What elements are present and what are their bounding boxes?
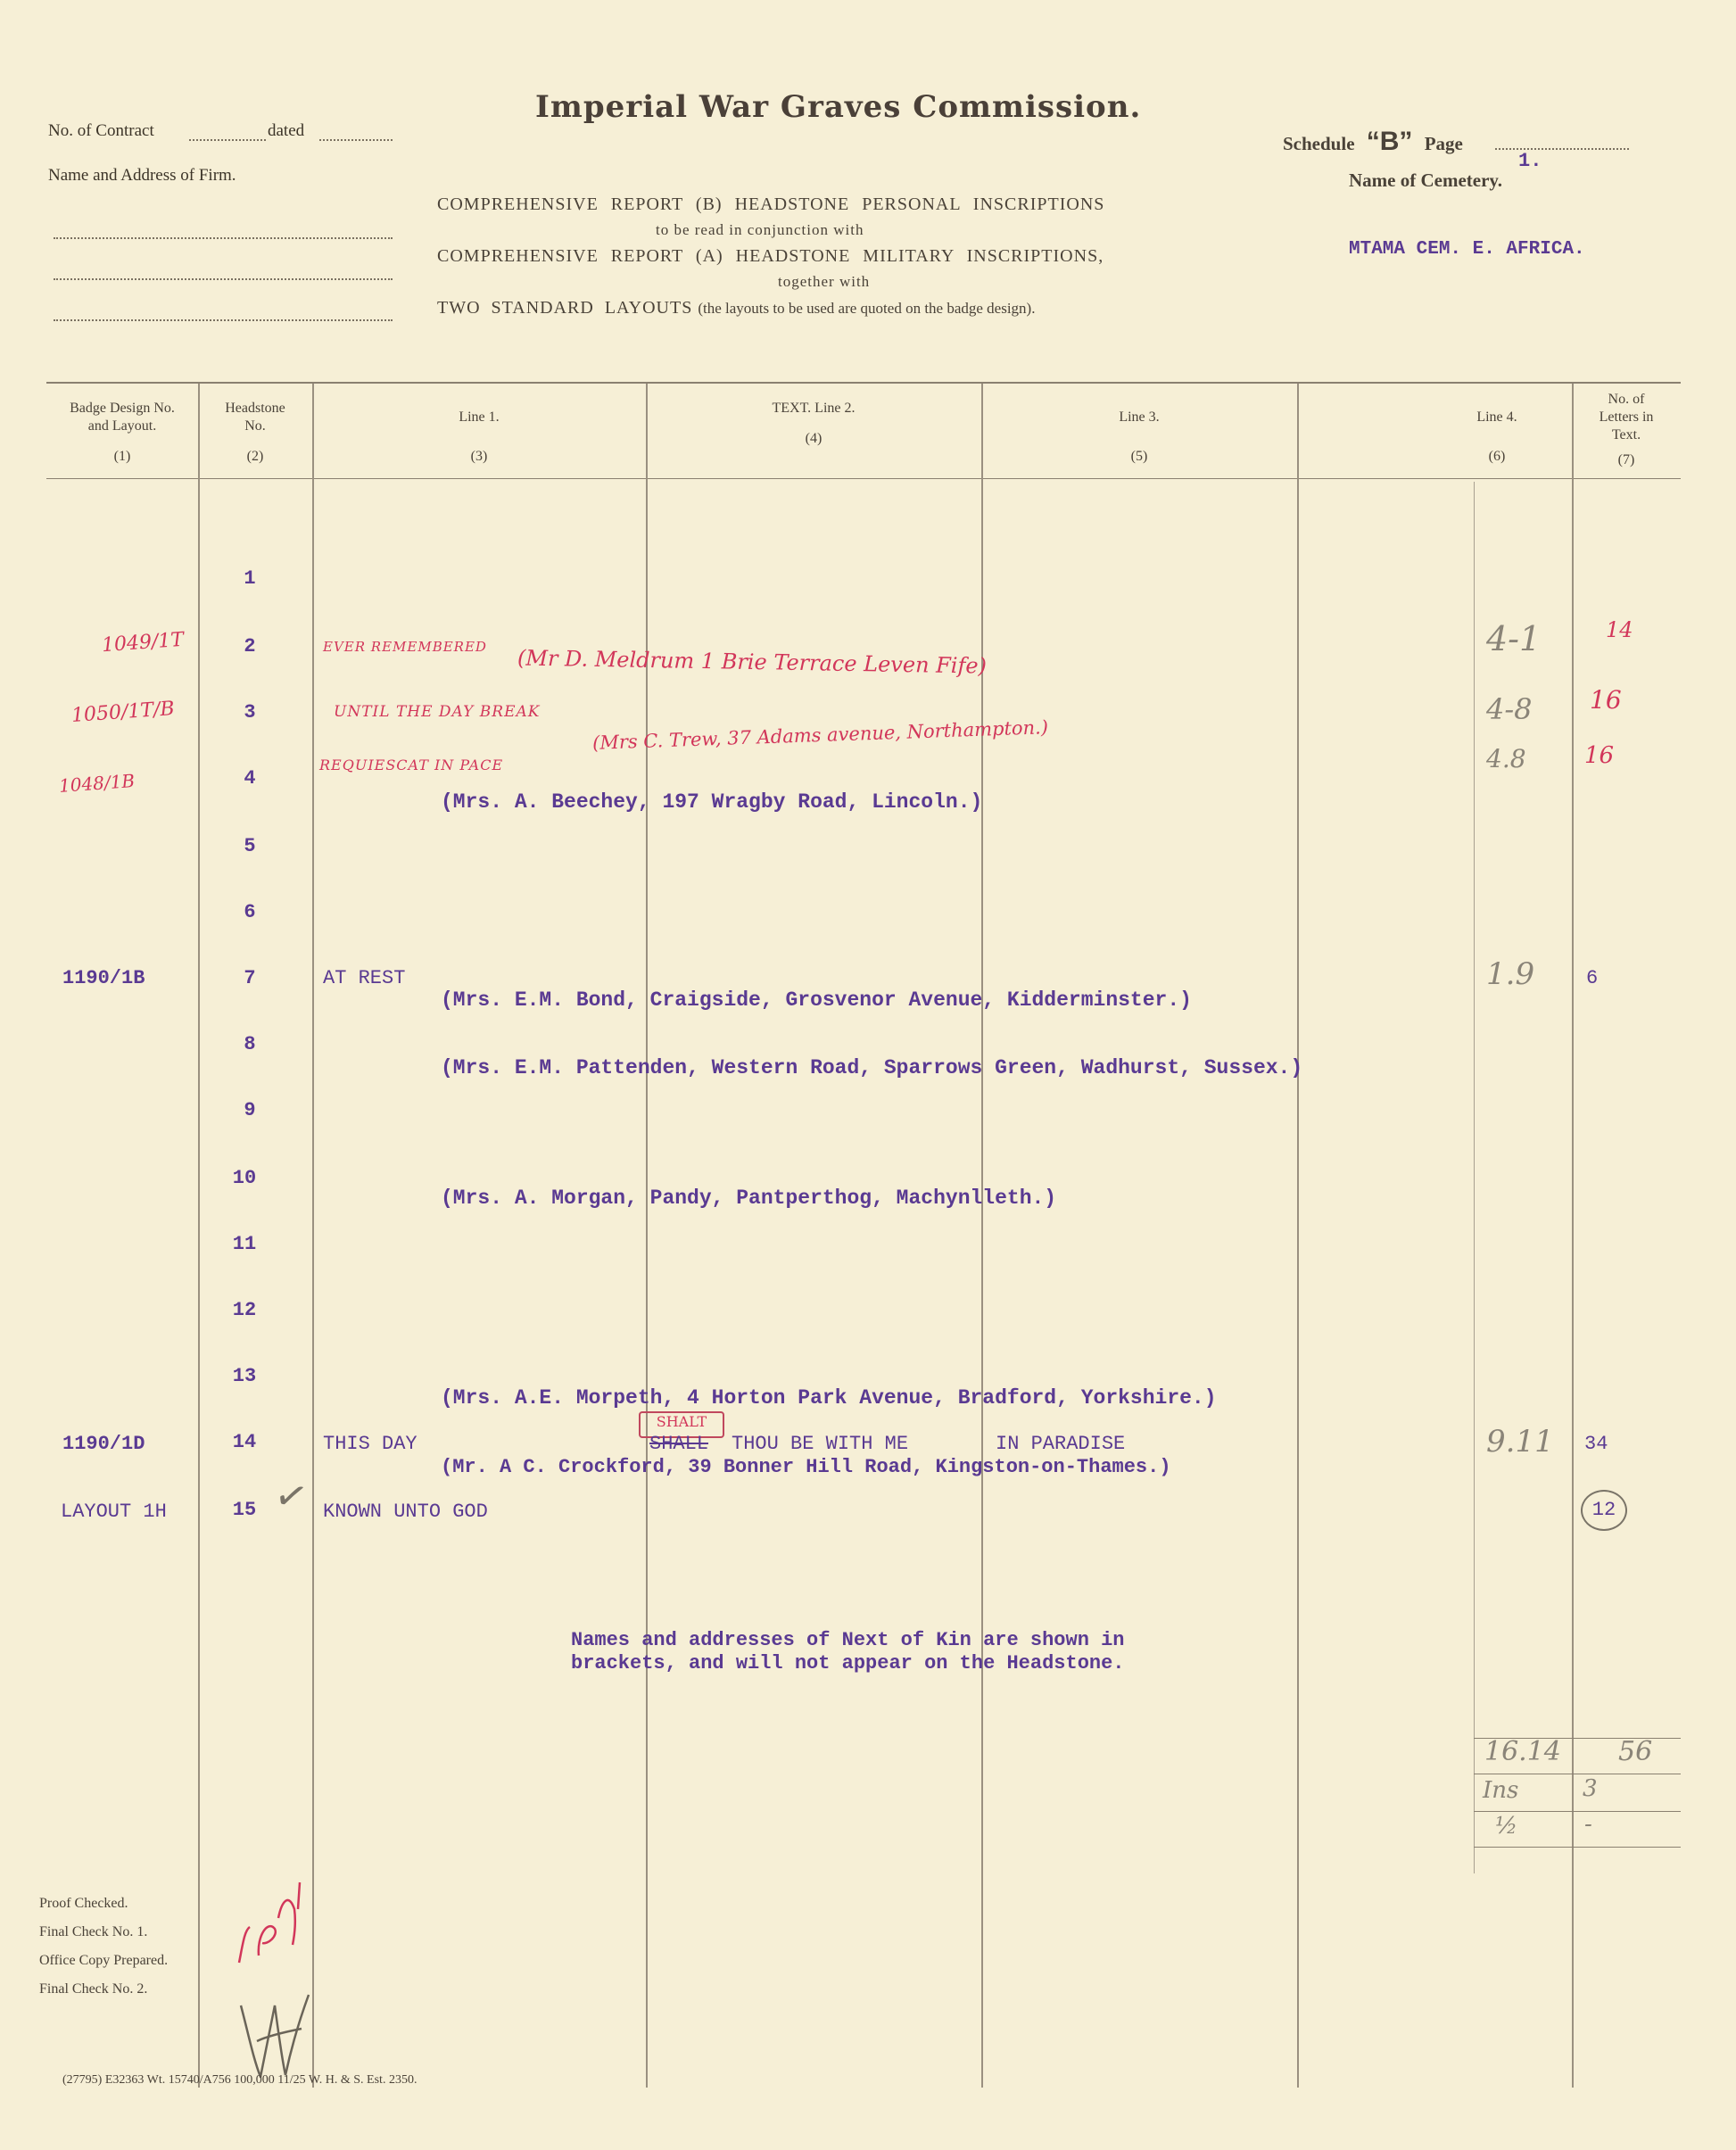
contract-dots bbox=[189, 139, 266, 141]
next-of-kin: (Mrs. E.M. Bond, Craigside, Grosvenor Avenue, Kidderminster.) bbox=[441, 988, 1192, 1012]
headstone-number: 2 bbox=[244, 635, 256, 657]
pencil-note: 4-1 bbox=[1486, 619, 1542, 658]
red-initials-icon bbox=[223, 1873, 321, 1980]
col-divider-3 bbox=[646, 384, 648, 2088]
total-label: ½ bbox=[1495, 1813, 1518, 1840]
inscription-text: IN PARADISE bbox=[996, 1433, 1126, 1455]
report-description bbox=[437, 189, 1240, 324]
badge-design: 1050/1T/B bbox=[70, 697, 176, 728]
letter-count: 34 bbox=[1584, 1433, 1608, 1455]
col-header-letters: No. of Letters in Text. (7) bbox=[1599, 392, 1654, 467]
col-divider-6 bbox=[1474, 482, 1475, 1873]
schedule-label: Schedule “B” Page bbox=[1283, 127, 1463, 156]
next-of-kin: (Mrs. A.E. Morpeth, 4 Horton Park Avenue, Bradford, Yorkshire.) bbox=[441, 1386, 1217, 1410]
headstone-number: 15 bbox=[232, 1499, 257, 1521]
circled-count bbox=[1581, 1490, 1627, 1531]
letter-count: 16 bbox=[1584, 742, 1615, 769]
headstone-number: 13 bbox=[232, 1365, 257, 1387]
pencil-note: 1.9 bbox=[1486, 956, 1535, 992]
col-divider-4 bbox=[981, 384, 983, 2088]
headstone-number: 1 bbox=[244, 567, 256, 590]
headstone-number: 6 bbox=[244, 901, 256, 923]
kin-note bbox=[571, 1629, 1125, 1675]
total-value: - bbox=[1584, 1811, 1592, 1838]
check-list bbox=[39, 1890, 168, 2004]
total-count: 16.14 bbox=[1484, 1736, 1561, 1767]
letter-count: 6 bbox=[1586, 967, 1599, 989]
col-divider-1 bbox=[198, 384, 200, 2088]
next-of-kin: (Mrs C. Trew, 37 Adams avenue, Northampton.) bbox=[591, 716, 1049, 754]
next-of-kin: (Mrs. E.M. Pattenden, Western Road, Sparrows Green, Wadhurst, Sussex.) bbox=[441, 1056, 1303, 1079]
totals-rule-3 bbox=[1474, 1847, 1681, 1848]
struck-text: SHALL bbox=[649, 1433, 709, 1455]
badge-design: 1049/1T bbox=[101, 628, 185, 657]
dated-dots bbox=[319, 139, 393, 141]
cemetery-label: Name of Cemetery. bbox=[1349, 170, 1502, 191]
pencil-signature-icon bbox=[230, 1988, 319, 2086]
total-label: Ins bbox=[1483, 1777, 1519, 1804]
page-dots bbox=[1495, 148, 1629, 150]
report-line-2: to be read in conjunction with bbox=[656, 221, 864, 238]
col-header-line1: Line 1. (3) bbox=[459, 409, 500, 464]
col-header-badge: Badge Design No. and Layout. (1) bbox=[70, 401, 175, 464]
final-check-2-label: Final Check No. 2. bbox=[39, 1981, 148, 1997]
headstone-number: 5 bbox=[244, 835, 256, 857]
commission-title: Imperial War Graves Commission. bbox=[535, 89, 1142, 125]
pencil-note: 4.8 bbox=[1486, 744, 1526, 773]
check-mark-icon: ✓ bbox=[270, 1471, 312, 1522]
letter-count: 14 bbox=[1606, 617, 1633, 642]
badge-design: LAYOUT 1H bbox=[61, 1501, 167, 1523]
totals-rule-2 bbox=[1474, 1811, 1681, 1812]
headstone-number: 9 bbox=[244, 1099, 256, 1121]
headstone-number: 4 bbox=[244, 767, 256, 790]
inscription-text: EVER REMEMBERED bbox=[323, 639, 487, 655]
kin-note-line-1: Names and addresses of Next of Kin are shown in bbox=[571, 1629, 1125, 1651]
letter-count: 12 bbox=[1591, 1499, 1616, 1521]
headstone-number: 11 bbox=[232, 1233, 257, 1255]
col-header-line3: Line 3. (5) bbox=[1119, 409, 1160, 464]
inscription-text: THIS DAY bbox=[323, 1433, 417, 1455]
inscription-text: UNTIL THE DAY BREAK bbox=[334, 703, 541, 721]
kin-note-line-2: brackets, and will not appear on the Headstone. bbox=[571, 1652, 1125, 1675]
report-line-3: COMPREHENSIVE REPORT (A) HEADSTONE MILITARY INSCRIPTIONS, bbox=[437, 246, 1104, 266]
inscription-text: AT REST bbox=[323, 967, 406, 989]
firm-line-1 bbox=[54, 237, 393, 239]
badge-design: 1048/1B bbox=[58, 770, 136, 797]
dated-label: dated bbox=[268, 121, 305, 140]
next-of-kin: (Mr. A C. Crockford, 39 Bonner Hill Road, Kingston-on-Thames.) bbox=[441, 1456, 1171, 1478]
next-of-kin: (Mrs. A. Morgan, Pandy, Pantperthog, Machynlleth.) bbox=[441, 1187, 1057, 1210]
col-divider-5 bbox=[1297, 384, 1299, 2088]
pencil-note: 9.11 bbox=[1486, 1424, 1554, 1460]
badge-design: 1190/1B bbox=[62, 967, 145, 989]
print-footer: (27795) E32363 Wt. 15740/A756 100,000 11/25 W. H. & S. Est. 2350. bbox=[62, 2073, 417, 2087]
report-line-5: TWO STANDARD LAYOUTS (the layouts to be used are quoted on the badge design). bbox=[437, 298, 1036, 318]
col-header-headstone: Headstone No. (2) bbox=[225, 401, 285, 464]
firm-line-3 bbox=[54, 319, 393, 321]
headstone-number: 10 bbox=[232, 1167, 257, 1189]
col-divider-7 bbox=[1572, 384, 1574, 2088]
header-bottom-rule bbox=[46, 478, 1681, 479]
letter-count: 16 bbox=[1590, 685, 1622, 715]
office-copy-label: Office Copy Prepared. bbox=[39, 1953, 169, 1968]
contract-label: No. of Contract bbox=[48, 121, 154, 140]
headstone-number: 14 bbox=[232, 1431, 257, 1453]
next-of-kin: (Mrs. A. Beechey, 197 Wragby Road, Lincoln.) bbox=[441, 790, 983, 814]
total-letters: 56 bbox=[1618, 1736, 1653, 1767]
inscription-text: KNOWN UNTO GOD bbox=[323, 1501, 488, 1523]
page-value: 1. bbox=[1518, 150, 1542, 172]
col-header-line4: Line 4. (6) bbox=[1476, 409, 1517, 464]
firm-label: Name and Address of Firm. bbox=[48, 166, 236, 185]
firm-line-2 bbox=[54, 278, 393, 280]
headstone-number: 3 bbox=[244, 701, 256, 724]
badge-design: 1190/1D bbox=[62, 1433, 145, 1455]
pencil-note: 4-8 bbox=[1486, 692, 1533, 726]
headstone-number: 8 bbox=[244, 1033, 256, 1055]
inscription-text: REQUIESCAT IN PACE bbox=[319, 757, 504, 773]
next-of-kin: (Mr D. Meldrum 1 Brie Terrace Leven Fife) bbox=[517, 645, 988, 679]
headstone-number: 7 bbox=[244, 967, 256, 989]
proof-checked-label: Proof Checked. bbox=[39, 1896, 128, 1911]
total-value: 3 bbox=[1583, 1775, 1598, 1802]
correction-text: SHALT bbox=[656, 1413, 707, 1430]
col-header-line2: TEXT. Line 2. (4) bbox=[772, 401, 856, 446]
table-top-rule bbox=[46, 382, 1681, 384]
inscription-text: THOU BE WITH ME bbox=[732, 1433, 909, 1455]
report-line-1: COMPREHENSIVE REPORT (B) HEADSTONE PERSONAL INSCRIPTIONS bbox=[437, 194, 1105, 214]
final-check-1-label: Final Check No. 1. bbox=[39, 1924, 148, 1939]
cemetery-value: MTAMA CEM. E. AFRICA. bbox=[1349, 239, 1585, 260]
headstone-number: 12 bbox=[232, 1299, 257, 1321]
report-line-4: together with bbox=[778, 273, 871, 290]
col-divider-2 bbox=[312, 384, 314, 2088]
